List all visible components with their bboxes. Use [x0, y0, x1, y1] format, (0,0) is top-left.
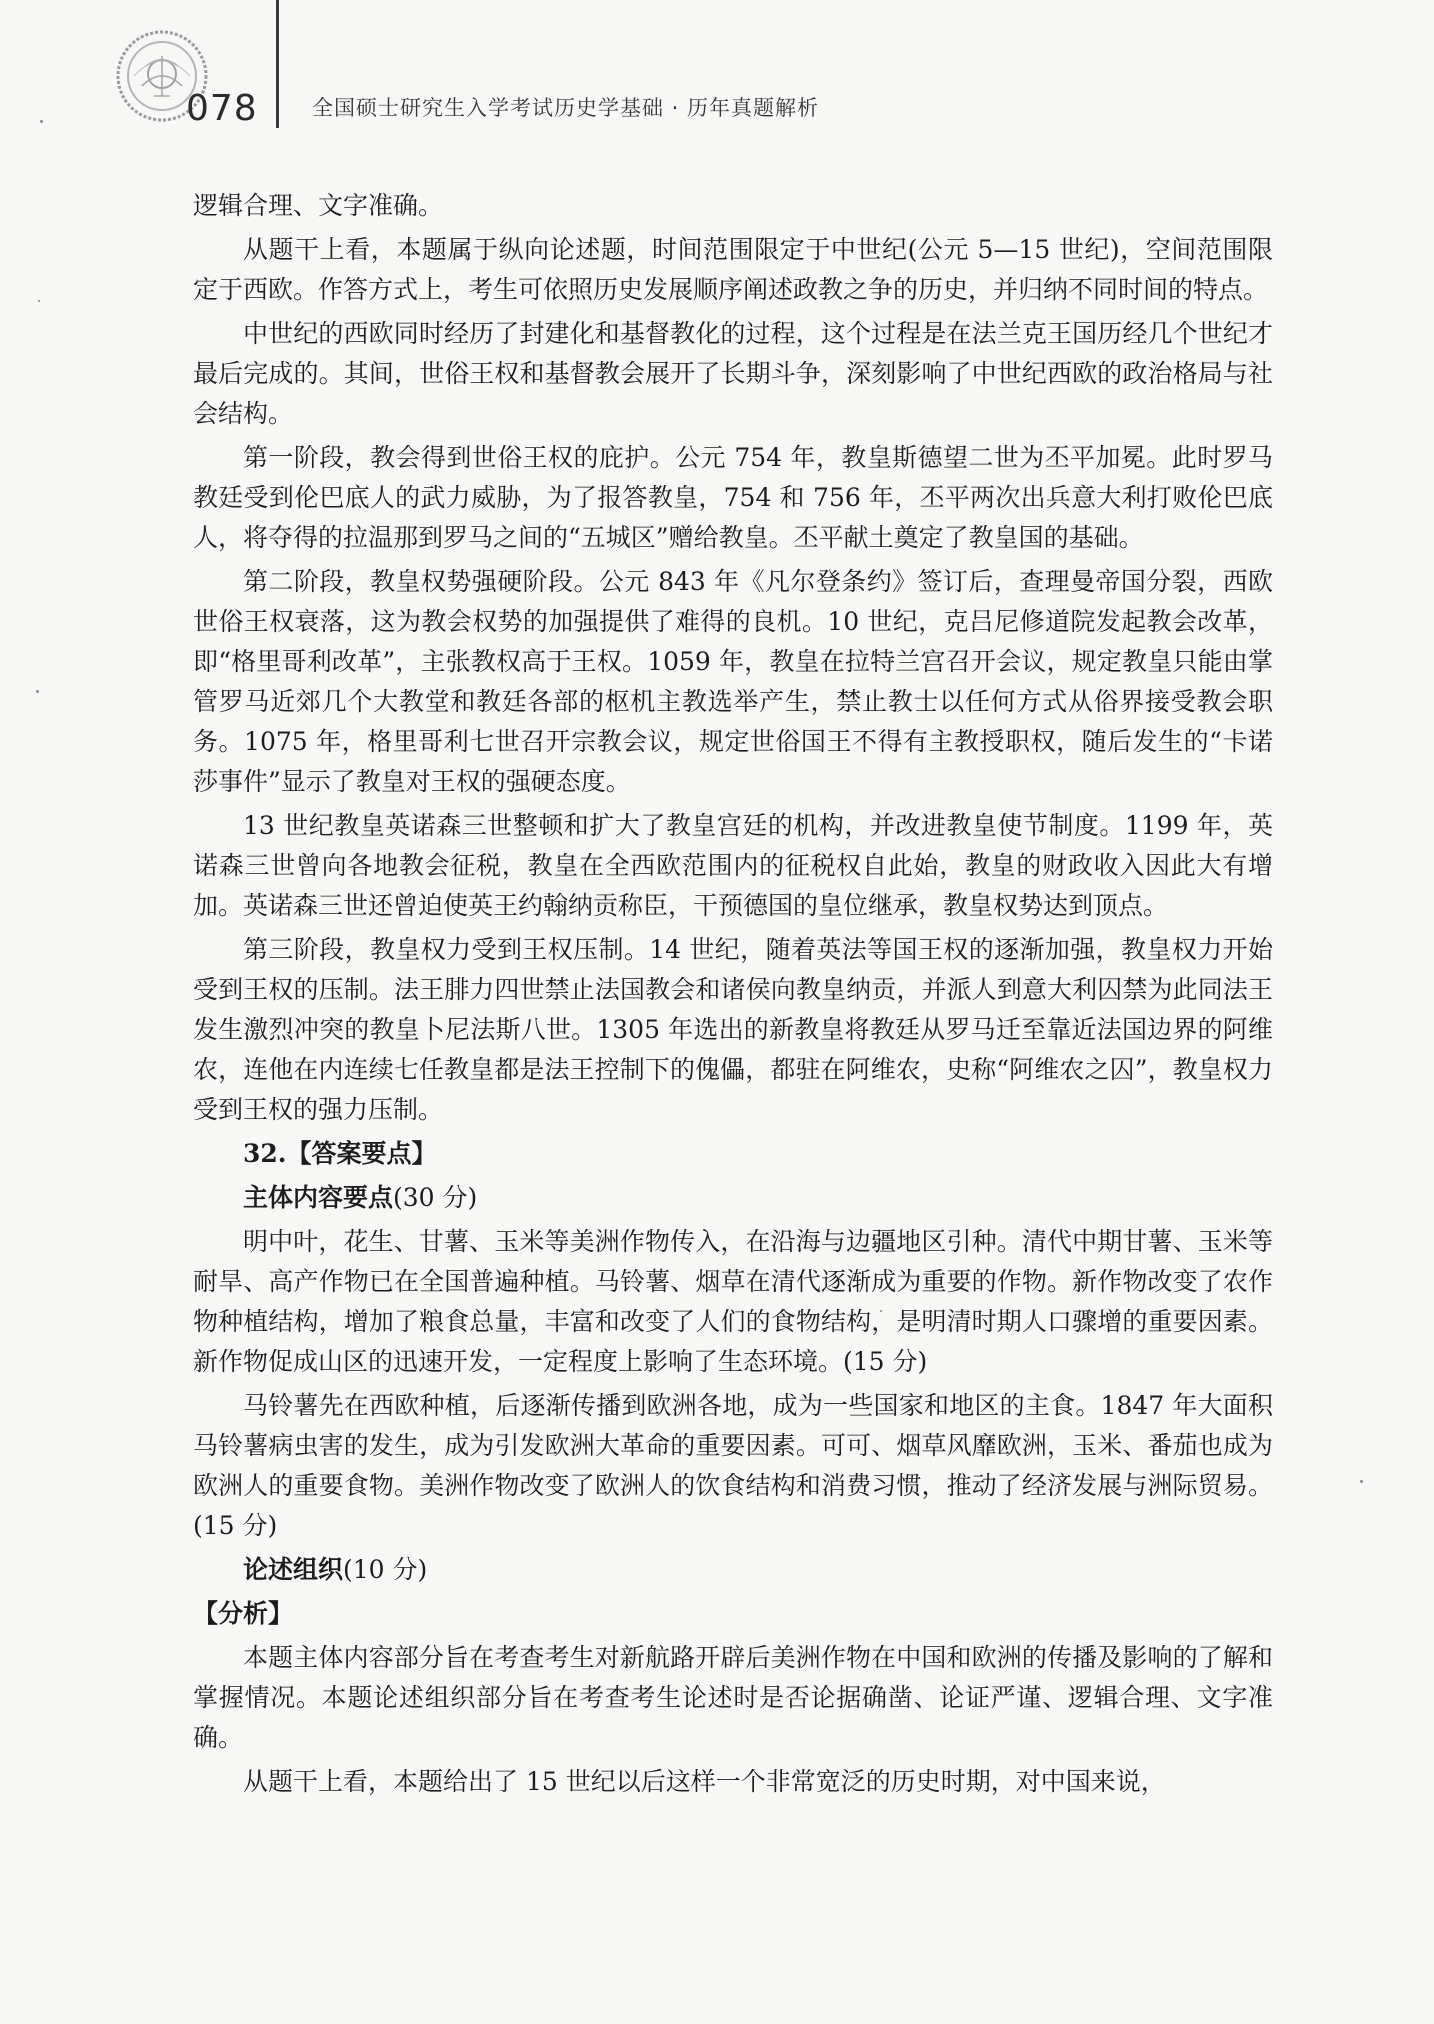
paragraph: 从题干上看，本题给出了 15 世纪以后这样一个非常宽泛的历史时期，对中国来说，: [243, 1767, 1166, 1796]
paragraph: 马铃薯先在西欧种植，后逐渐传播到欧洲各地，成为一些国家和地区的主食。1847 年大面积马铃薯病虫害的发生，成为引发欧洲大革命的重要因素。可可、烟草风靡欧洲，玉米、番茄也成为欧洲人的重要食物。美洲作物改变了欧洲人的饮食结构和消费习惯，推动了经济发展与洲际贸易。(15 分): [193, 1391, 1273, 1540]
paragraph: 第三阶段，教皇权力受到王权压制。14 世纪，随着英法等国王权的逐渐加强，教皇权力开始受到王权的压制。法王腓力四世禁止法国教会和诸侯向教皇纳贡，并派人到意大利囚禁为此同法王发生激烈冲突的教皇卜尼法斯八世。1305 年选出的新教皇将教廷从罗马迁至靠近法国边界的阿维农，连他在内连续七任教皇都是法王控制下的傀儡，都驻在阿维农，史称“阿维农之囚”，教皇权力受到王权的强力压制。: [193, 935, 1273, 1124]
header-divider: [276, 0, 279, 128]
page-header: [0, 0, 1434, 160]
page-number: 078: [186, 88, 258, 129]
section-label-main-text: 主体内容要点: [243, 1183, 394, 1212]
paragraph: 中世纪的西欧同时经历了封建化和基督教化的过程，这个过程是在法兰克王国历经几个世纪才最后完成的。其间，世俗王权和基督教会展开了长期斗争，深刻影响了中世纪西欧的政治格局与社会结构。: [193, 319, 1273, 428]
section-score-main: (30 分): [393, 1183, 478, 1212]
section-label-organization: [243, 1550, 1273, 1590]
running-header-title: 全国硕士研究生入学考试历史学基础 · 历年真题解析: [312, 96, 820, 120]
section-score-organization: (10 分): [343, 1555, 428, 1584]
paragraph: 逻辑合理、文字准确。: [193, 191, 444, 220]
question-heading: 32.【答案要点】: [243, 1139, 437, 1168]
paragraph: 明中叶，花生、甘薯、玉米等美洲作物传入，在沿海与边疆地区引种。清代中期甘薯、玉米等耐旱、高产作物已在全国普遍种植。马铃薯、烟草在清代逐渐成为重要的作物。新作物改变了农作物种植结构，增加了粮食总量，丰富和改变了人们的食物结构，是明清时期人口骤增的重要因素。新作物促成山区的迅速开发，一定程度上影响了生态环境。(15 分): [193, 1227, 1273, 1376]
paragraph: 第二阶段，教皇权势强硬阶段。公元 843 年《凡尔登条约》签订后，查理曼帝国分裂，西欧世俗王权衰落，这为教会权势的加强提供了难得的良机。10 世纪，克吕尼修道院发起教会改革，即“格里哥利改革”，主张教权高于王权。1059 年，教皇在拉特兰宫召开会议，规定教皇只能由掌管罗马近郊几个大教堂和教廷各部的枢机主教选举产生，禁止教士以任何方式从俗界接受教会职务。1075 年，格里哥利七世召开宗教会议，规定世俗国王不得有主教授职权，随后发生的“卡诺莎事件”显示了教皇对王权的强硬态度。: [193, 567, 1273, 796]
paragraph: 13 世纪教皇英诺森三世整顿和扩大了教皇宫廷的机构，并改进教皇使节制度。1199 年，英诺森三世曾向各地教会征税，教皇在全西欧范围内的征税权自此始，教皇的财政收入因此大有增加。英诺森三世还曾迫使英王约翰纳贡称臣，干预德国的皇位继承，教皇权势达到顶点。: [193, 811, 1273, 920]
paragraph: 从题干上看，本题属于纵向论述题，时间范围限定于中世纪(公元 5—15 世纪)，空间范围限定于西欧。作答方式上，考生可依照历史发展顺序阐述政教之争的历史，并归纳不同时间的特点。: [193, 235, 1273, 304]
analysis-heading: 【分析】: [193, 1599, 294, 1628]
paragraph: 第一阶段，教会得到世俗王权的庇护。公元 754 年，教皇斯德望二世为丕平加冕。此时罗马教廷受到伦巴底人的武力威胁，为了报答教皇，754 和 756 年，丕平两次出兵意大利打败伦巴底人，将夺得的拉温那到罗马之间的“五城区”赠给教皇。丕平献土奠定了教皇国的基础。: [193, 443, 1273, 552]
paragraph: 本题主体内容部分旨在考查考生对新航路开辟后美洲作物在中国和欧洲的传播及影响的了解和掌握情况。本题论述组织部分旨在考查考生论述时是否论据确凿、论证严谨、逻辑合理、文字准确。: [193, 1643, 1273, 1752]
page-body: [193, 186, 1273, 1806]
section-label-main: [243, 1178, 1273, 1218]
section-label-organization-text: 论述组织: [243, 1555, 344, 1584]
